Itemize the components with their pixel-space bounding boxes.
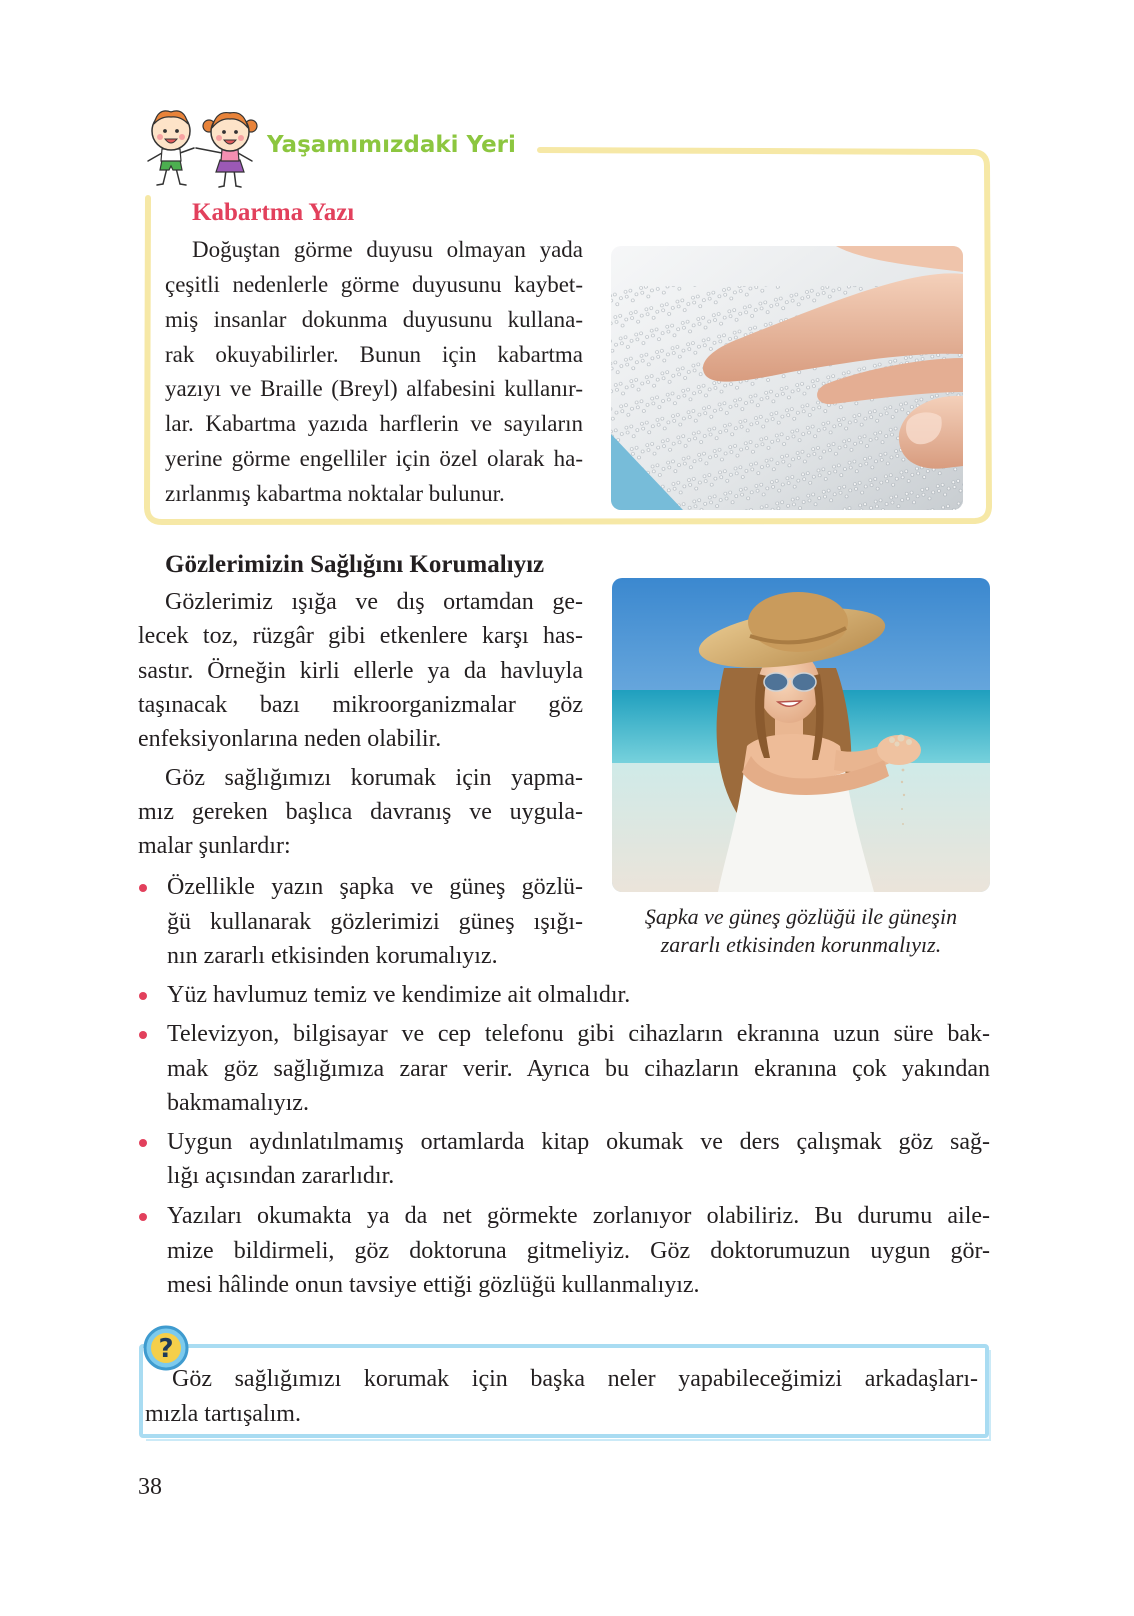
text-line: mız gereken başlıca davranış ve uygula- [138,799,583,825]
text-line: mize bildirmeli, göz doktoruna gitmeliyiz. Göz doktorumuzun uygun gör- [167,1237,990,1264]
text-line: Televizyon, bilgisayar ve cep telefonu gibi cihazların ekranına uzun süre bak- [167,1021,990,1047]
text-line: mak göz sağlığımıza zarar verir. Ayrıca bu cihazların ekranına çok yakından [167,1055,990,1082]
text-line: Gözlerimiz ışığa ve dış ortamdan ge- [165,589,583,615]
braille-heading: Kabartma Yazı [192,199,355,226]
bullet-item [167,1017,990,1121]
bullet-item [167,978,990,1013]
text-line: yerine görme engelliler için özel olarak ha- [165,446,583,472]
text-line: çeşitli nedenlerle görme duyusunu kaybet- [165,271,583,297]
bullet-marker [139,1213,147,1221]
text-line: Uygun aydınlatılmamış ortamlarda kitap okumak ve ders çalışmak göz sağ- [167,1129,990,1155]
question-text [145,1362,978,1432]
text-line: lar. Kabartma yazıda harflerin ve sayıların [165,411,583,437]
text-line: ğü kullanarak gözlerimizi güneş ışığı- [167,908,583,935]
bullet-marker [139,1031,147,1039]
bullet-item [167,870,583,974]
text-line: malar şunlardır: [138,833,291,859]
text-line: zırlanmış kabartma noktalar bulunur. [165,481,505,507]
eye-health-heading: Gözlerimizin Sağlığını Korumalıyız [165,551,545,578]
text-line: miş insanlar dokunma duyusunu kullana- [165,306,583,332]
text-line: bakmamalıyız. [167,1090,309,1116]
text-line: taşınacak bazı mikroorganizmalar göz [138,691,583,718]
text-line: Yazıları okumakta ya da net görmekte zorlanıyor olabiliriz. Bu durumu aile- [167,1203,990,1229]
eye-health-paragraph-1 [138,585,583,756]
caption-line: zararlı etkisinden korunmalıyız. [660,932,942,957]
bullet-item [167,1199,990,1303]
bullet-marker [139,992,147,1000]
text-line: Yüz havlumuz temiz ve kendimize ait olmalıdır. [167,982,631,1008]
braille-reading-photo [611,246,963,510]
text-line: lığı açısından zararlıdır. [167,1163,395,1189]
text-line: Doğuştan görme duyusu olmayan yada [192,237,583,262]
bullet-marker [139,884,147,892]
text-line: lecek toz, rüzgâr gibi etkenlere karşı has- [138,623,583,650]
text-line: Göz sağlığımızı korumak için yapma- [165,765,583,791]
text-line: mesi hâlinde onun tavsiye ettiği gözlüğü kullanmalıyız. [167,1272,700,1298]
text-line: sastır. Örneğin kirli ellerle ya da havluyla [138,657,583,684]
text-line: Özellikle yazın şapka ve güneş gözlü- [167,874,583,900]
eye-health-paragraph-2 [138,761,583,863]
svg-text:?: ? [158,1334,174,1364]
bullet-item [167,1125,990,1193]
text-line: nın zararlı etkisinden korumalıyız. [167,943,498,969]
kids-illustration [140,104,265,189]
text-line: mızla tartışalım. [145,1401,301,1427]
text-line: rak okuyabilirler. Bunun için kabartma [165,341,583,367]
photo-caption [612,903,990,959]
braille-paragraph [165,233,583,512]
caption-line: Şapka ve güneş gözlüğü ile güneşin [644,904,958,929]
page-number: 38 [138,1474,162,1500]
girl-with-sunhat-photo [612,578,990,892]
text-line: Göz sağlığımızı korumak için başka neler yapabileceğimizi arkadaşları- [172,1366,978,1392]
bullet-marker [139,1139,147,1147]
text-line: enfeksiyonlarına neden olabilir. [138,726,442,752]
section-title: Yaşamımızdaki Yeri [267,132,516,158]
text-line: yazıyı ve Braille (Breyl) alfabesini kullanır- [165,376,583,402]
